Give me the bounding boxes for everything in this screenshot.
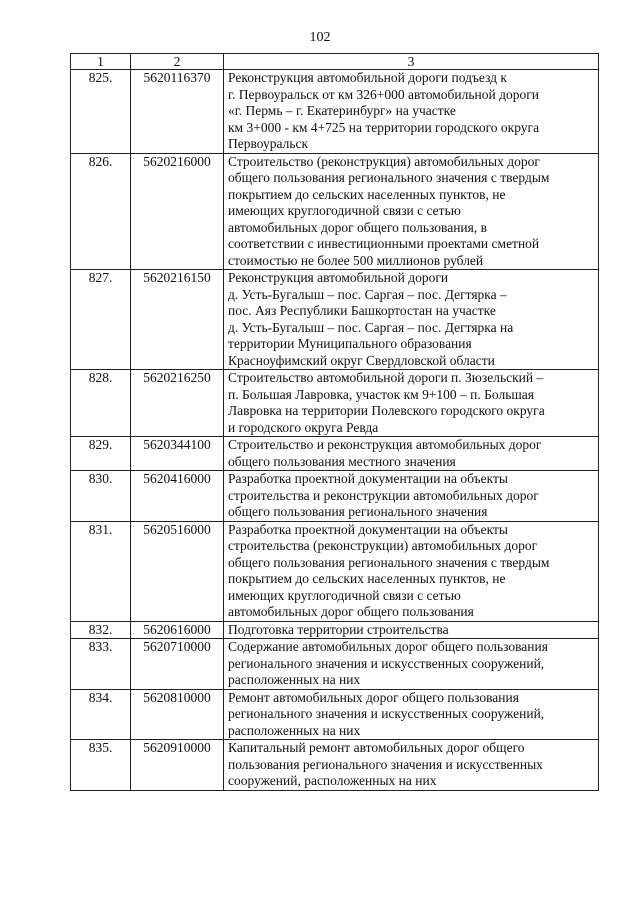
header-col-1: 1	[71, 54, 131, 70]
table-row	[71, 270, 599, 370]
row-number-cell: 832.	[71, 621, 131, 639]
description-line: Красноуфимский округ Свердловской области	[228, 352, 495, 368]
code-cell: 5620116370	[131, 70, 224, 154]
description-cell	[224, 270, 599, 370]
description-line: стоимостью не более 500 миллионов рублей	[228, 252, 484, 268]
description-line: соответствии с инвестиционными проектами сметной	[228, 236, 540, 251]
table-row	[71, 153, 599, 270]
description-cell	[224, 153, 599, 270]
row-number-cell: 835.	[71, 740, 131, 791]
code-cell: 5620416000	[131, 471, 224, 522]
table-header-row	[71, 54, 599, 70]
table-body	[71, 54, 599, 791]
description-line: строительства и реконструкции автомобильных дорог	[228, 487, 539, 503]
code-cell: 5620216250	[131, 370, 224, 437]
description-line: Реконструкция автомобильной дороги подъезд к	[228, 70, 507, 85]
description-cell	[224, 740, 599, 791]
description-line: автомобильных дорог общего пользования	[228, 604, 474, 619]
description-cell	[224, 689, 599, 740]
description-line: г. Первоуральск от км 326+000 автомобильной дороги	[228, 86, 539, 102]
description-line: Строительство (реконструкция) автомобильных дорог	[228, 153, 540, 169]
description-line: покрытием до сельских населенных пунктов, не	[228, 571, 506, 586]
row-number-cell: 831.	[71, 521, 131, 621]
description-cell	[224, 471, 599, 522]
description-line: автомобильных дорог общего пользования, в	[228, 219, 487, 235]
description-line: Разработка проектной документации на объекты	[228, 471, 508, 486]
description-line: Строительство автомобильной дороги п. Зюзельский –	[228, 370, 544, 385]
description-line: общего пользования регионального значения с твердым	[228, 554, 550, 570]
description-line: Капитальный ремонт автомобильных дорог общего	[228, 740, 525, 755]
description-line: имеющих круглогодичной связи с сетью	[228, 587, 461, 603]
description-line: пос. Аяз Республики Башкортостан на участке	[228, 303, 496, 318]
description-line: Содержание автомобильных дорог общего пользования	[228, 639, 548, 654]
description-cell	[224, 621, 599, 639]
description-cell	[224, 370, 599, 437]
row-number-cell: 825.	[71, 70, 131, 154]
description-line: и городского округа Ревда	[228, 419, 379, 435]
code-cell: 5620216000	[131, 153, 224, 270]
description-line: общего пользования регионального значения с твердым	[228, 170, 550, 185]
description-line: д. Усть-Бугалыш – пос. Саргая – пос. Дегтярка на	[228, 319, 514, 335]
description-cell	[224, 639, 599, 690]
description-cell	[224, 521, 599, 621]
row-number-cell: 830.	[71, 471, 131, 522]
description-line: регионального значения и искусственных сооружений,	[228, 706, 545, 721]
description-line: строительства (реконструкции) автомобильных дорог	[228, 538, 538, 553]
description-line: п. Большая Лавровка, участок км 9+100 – п. Большая	[228, 386, 534, 402]
description-line: Строительство и реконструкция автомобильных дорог	[228, 437, 542, 452]
description-line: Лавровка на территории Полевского городского округа	[228, 403, 545, 418]
description-line: Ремонт автомобильных дорог общего пользования	[228, 689, 519, 705]
page-number: 102	[309, 30, 331, 45]
description-line: пользования регионального значения и искусственных	[228, 756, 543, 772]
table-row	[71, 521, 599, 621]
code-cell: 5620344100	[131, 437, 224, 471]
table-row	[71, 689, 599, 740]
table-row	[71, 70, 599, 154]
table-row	[71, 621, 599, 639]
row-number-cell: 829.	[71, 437, 131, 471]
table-row	[71, 370, 599, 437]
table-row	[71, 740, 599, 791]
description-line: км 3+000 - км 4+725 на территории городского округа	[228, 119, 540, 135]
code-cell: 5620216150	[131, 270, 224, 370]
description-line: регионального значения и искусственных сооружений,	[228, 655, 545, 671]
description-cell	[224, 437, 599, 471]
description-line: территории Муниципального образования	[228, 336, 472, 351]
description-line: д. Усть-Бугалыш – пос. Саргая – пос. Дегтярка –	[228, 286, 507, 302]
description-line: расположенных на них	[228, 672, 361, 687]
description-line: имеющих круглогодичной связи с сетью	[228, 203, 461, 218]
description-line: «г. Пермь – г. Екатеринбург» на участке	[228, 103, 456, 118]
description-line: общего пользования регионального значения	[228, 504, 488, 519]
description-line: Подготовка территории строительства	[228, 621, 449, 637]
table-row	[71, 471, 599, 522]
description-line: Разработка проектной документации на объекты	[228, 521, 508, 537]
description-line: общего пользования местного значения	[228, 453, 456, 469]
description-cell	[224, 70, 599, 154]
row-number-cell: 833.	[71, 639, 131, 690]
description-line: Реконструкция автомобильной дороги	[228, 270, 449, 285]
code-cell: 5620516000	[131, 521, 224, 621]
description-line: покрытием до сельских населенных пунктов, не	[228, 186, 506, 202]
code-cell: 5620616000	[131, 621, 224, 639]
description-line: Первоуральск	[228, 136, 309, 151]
code-cell: 5620810000	[131, 689, 224, 740]
table-row	[71, 437, 599, 471]
description-line: сооружений, расположенных на них	[228, 773, 437, 788]
code-cell: 5620910000	[131, 740, 224, 791]
header-col-2: 2	[131, 54, 224, 70]
header-col-3: 3	[224, 54, 599, 70]
row-number-cell: 834.	[71, 689, 131, 740]
budget-items-table	[70, 53, 599, 791]
description-line: расположенных на них	[228, 722, 361, 738]
row-number-cell: 828.	[71, 370, 131, 437]
table-row	[71, 639, 599, 690]
row-number-cell: 827.	[71, 270, 131, 370]
row-number-cell: 826.	[71, 153, 131, 270]
code-cell: 5620710000	[131, 639, 224, 690]
